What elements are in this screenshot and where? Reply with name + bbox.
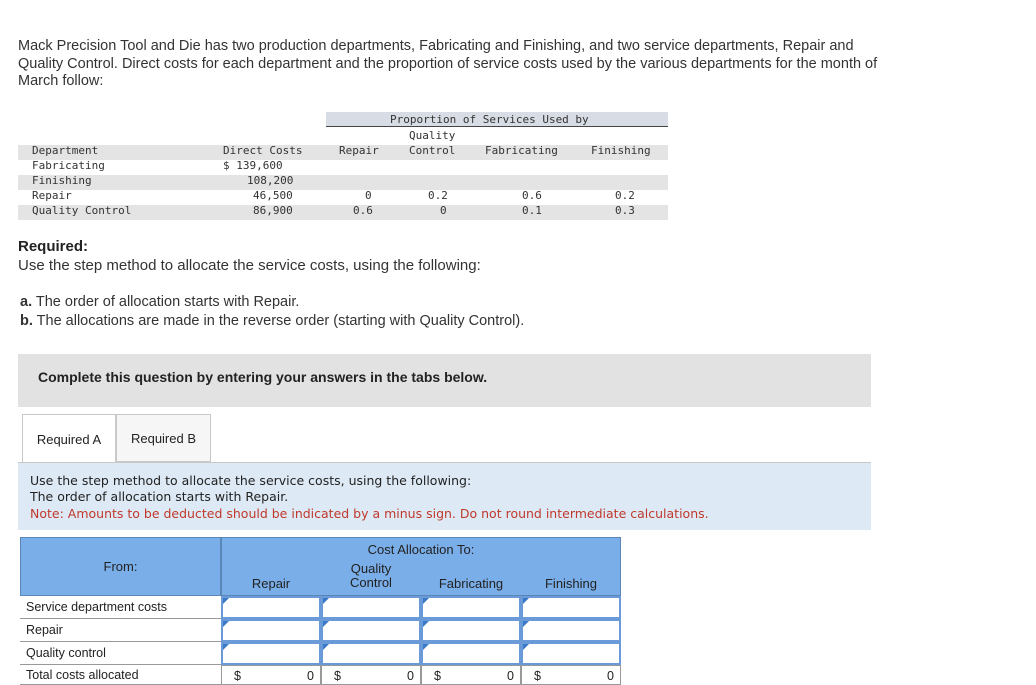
col-qc-line1: Quality [409,129,456,142]
input-qc-quality-control[interactable] [321,642,421,665]
dollar-sign: $ [434,669,441,683]
instruction-note: Note: Amounts to be deducted should be indicated by a minus sign. Do not round intermediate calculations. [30,506,709,521]
option-b-text: The allocations are made in the reverse order (starting with Quality Control). [32,313,525,329]
tab-required-a[interactable]: Required A [22,414,116,463]
qc-header-line1: Quality [350,561,392,576]
row-qc: 0.2 [428,189,448,202]
row-fin: 0.3 [615,204,635,217]
dollar-sign: $ [334,669,341,683]
row-cost: $ 139,600 [223,159,283,172]
col-header-fabricating: Fabricating [438,576,504,591]
col-repair: Repair [339,144,379,157]
input-qc-fabricating[interactable] [421,642,521,665]
row-band [18,175,668,190]
row-dept: Finishing [32,174,92,187]
department-data-table [18,112,668,220]
dollar-sign: $ [234,669,241,683]
total-fabricating [421,665,521,685]
row-label-service-costs: Service department costs [20,596,221,619]
required-title: Required: [18,238,89,255]
col-direct-costs: Direct Costs [223,144,303,157]
input-repair-repair[interactable] [221,619,321,642]
col-finishing: Finishing [591,144,651,157]
row-label-repair: Repair [20,619,221,642]
total-value: 0 [507,669,514,683]
input-qc-repair[interactable] [221,642,321,665]
total-value: 0 [307,669,314,683]
instruction-line-2: The order of allocation starts with Repair. [30,489,289,504]
row-dept: Fabricating [32,159,105,172]
row-fab: 0.1 [522,204,542,217]
dollar-sign: $ [534,669,541,683]
group-label: Cost Allocation To: [367,542,475,557]
row-qc: 0 [440,204,447,217]
row-label-quality-control: Quality control [20,642,221,665]
qc-header-line2: Control [350,575,392,590]
total-finishing [521,665,621,685]
input-service-quality-control[interactable] [321,596,421,619]
input-service-finishing[interactable] [521,596,621,619]
complete-text: Complete this question by entering your answers in the tabs below. [38,369,488,385]
input-service-repair[interactable] [221,596,321,619]
complete-banner [18,354,871,407]
col-header-repair: Repair [251,576,291,591]
problem-intro [18,38,1018,91]
row-cost: 108,200 [247,174,294,187]
col-qc-line2: Control [409,144,456,157]
col-department: Department [32,144,99,157]
row-repair: 0.6 [353,204,373,217]
row-dept: Repair [32,189,72,202]
group-header: Proportion of Services Used by [390,113,589,126]
tab-required-b[interactable]: Required B [116,414,211,462]
row-cost: 46,500 [253,189,293,202]
row-dept: Quality Control [32,204,132,217]
required-text: Use the step method to allocate the service costs, using the following: [18,257,481,274]
intro-line-1: Mack Precision Tool and Die has two production departments, Fabricating and Finishing, and two service departments, Repair and [18,38,854,54]
input-service-fabricating[interactable] [421,596,521,619]
total-value: 0 [407,669,414,683]
option-b [20,313,524,329]
row-repair: 0 [365,189,372,202]
row-fin: 0.2 [615,189,635,202]
option-a-label: a. [20,294,33,310]
option-a [20,294,299,310]
from-label: From: [103,559,138,574]
input-repair-quality-control[interactable] [321,619,421,642]
intro-line-2: Quality Control. Direct costs for each department and the proportion of service costs used by the various departments for the month of [18,55,878,72]
intro-line-3: March follow: [18,73,104,89]
option-a-text: The order of allocation starts with Repair. [32,294,300,310]
row-label-total: Total costs allocated [20,665,221,685]
total-quality-control [321,665,421,685]
col-fabricating: Fabricating [485,144,558,157]
instruction-box [18,463,871,530]
col-header-finishing: Finishing [544,576,598,591]
input-repair-fabricating[interactable] [421,619,521,642]
from-header [20,537,221,596]
option-b-label: b. [20,313,33,329]
input-repair-finishing[interactable] [521,619,621,642]
col-header-quality-control [321,562,421,596]
total-repair [221,665,321,685]
instruction-line-1: Use the step method to allocate the service costs, using the following: [30,473,472,488]
row-fab: 0.6 [522,189,542,202]
input-qc-finishing[interactable] [521,642,621,665]
row-cost: 86,900 [253,204,293,217]
total-value: 0 [607,669,614,683]
